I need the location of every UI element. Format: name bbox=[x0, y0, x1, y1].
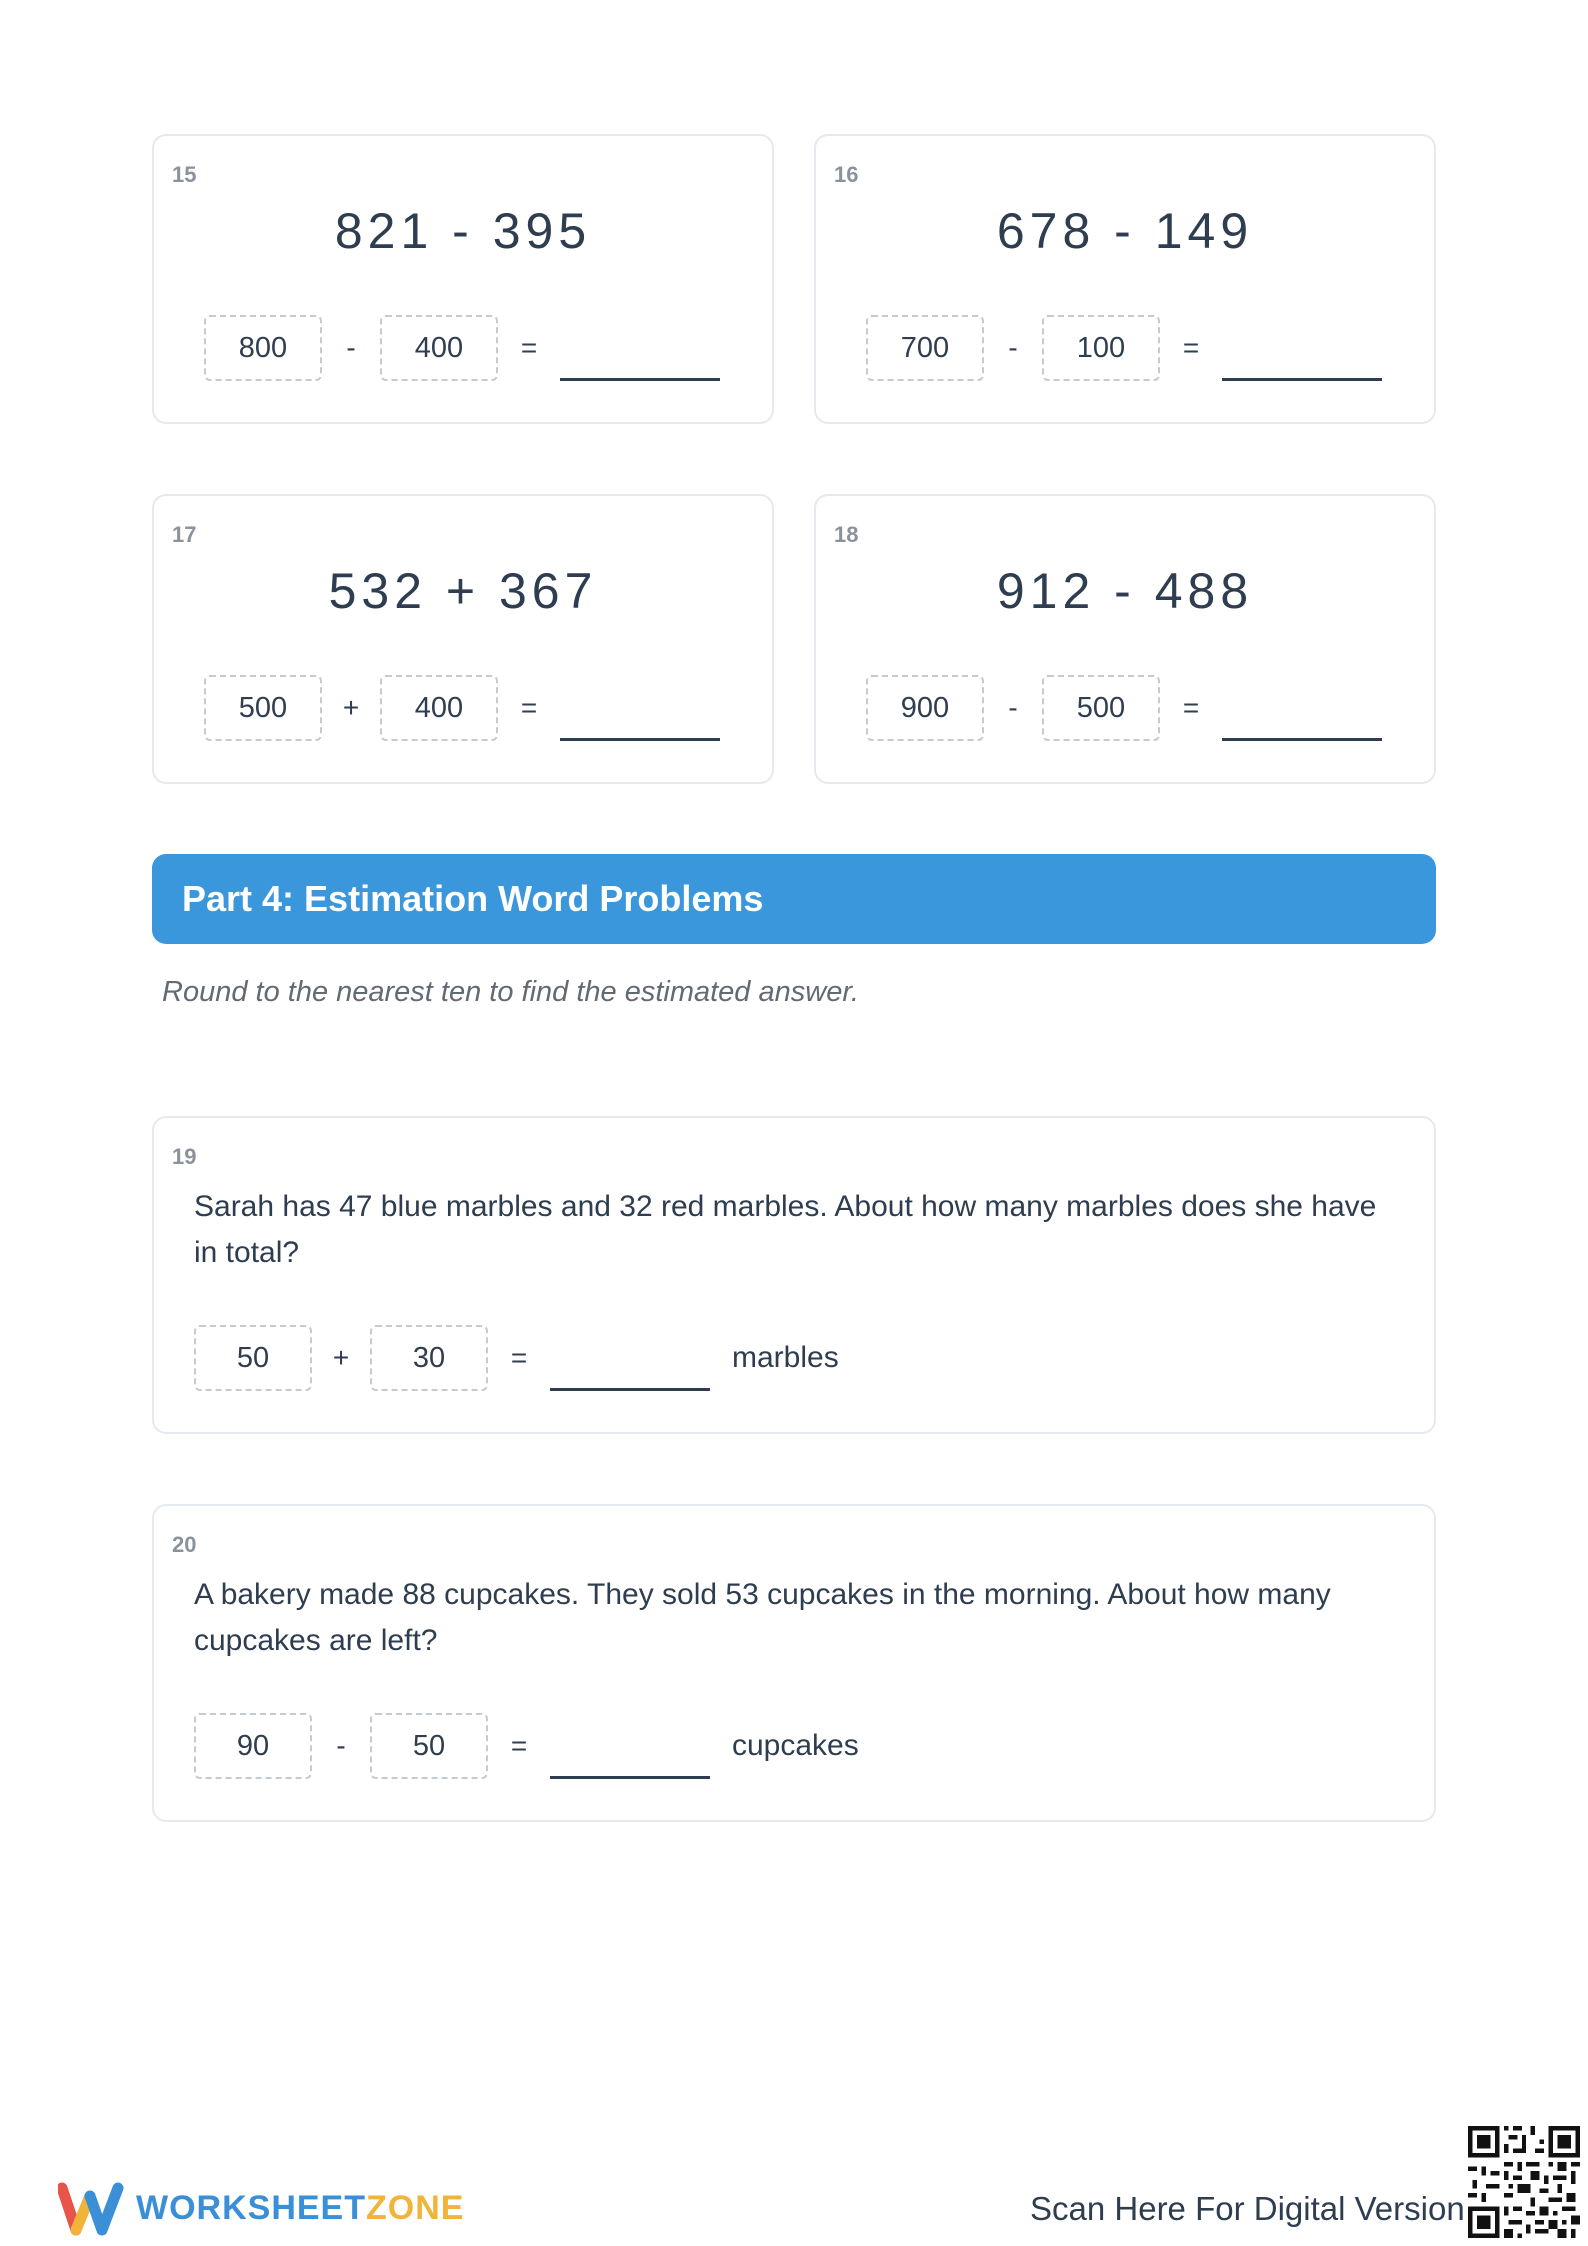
operator: - bbox=[1008, 692, 1018, 723]
equals-sign: = bbox=[510, 1342, 528, 1373]
problem-card-18 bbox=[814, 494, 1436, 784]
problem-card-16 bbox=[814, 134, 1436, 424]
answer-blank[interactable] bbox=[550, 1325, 710, 1391]
estimate-row bbox=[866, 674, 1382, 742]
equals-sign: = bbox=[510, 1730, 528, 1761]
rounded-value-box[interactable]: 50 bbox=[370, 1713, 488, 1779]
rounded-value-box[interactable]: 90 bbox=[194, 1713, 312, 1779]
answer-blank[interactable] bbox=[560, 315, 720, 381]
rounded-value-box[interactable]: 800 bbox=[204, 315, 322, 381]
equals-sign: = bbox=[520, 332, 538, 363]
problem-expression: 532 + 367 bbox=[328, 563, 598, 619]
estimate-row bbox=[194, 1324, 839, 1392]
problem-expression: 678 - 149 bbox=[996, 203, 1254, 259]
operator: - bbox=[336, 1730, 346, 1761]
logo-text-part2: ZONE bbox=[366, 2188, 465, 2227]
rounded-value-box[interactable]: 400 bbox=[380, 675, 498, 741]
rounded-value-box[interactable]: 30 bbox=[370, 1325, 488, 1391]
logo-text bbox=[136, 2189, 464, 2228]
estimate-row bbox=[204, 674, 720, 742]
problem-number: 19 bbox=[172, 1144, 197, 1169]
word-problem-card-20 bbox=[152, 1504, 1436, 1822]
w-logo-icon bbox=[58, 2180, 124, 2236]
logo-text-part1: WORKSHEET bbox=[136, 2188, 366, 2227]
answer-blank[interactable] bbox=[1222, 675, 1382, 741]
qr-code-icon[interactable] bbox=[1468, 2126, 1580, 2238]
rounded-value-box[interactable]: 100 bbox=[1042, 315, 1160, 381]
scan-text: Scan Here For Digital Version bbox=[1030, 2190, 1465, 2227]
worksheetzone-logo[interactable] bbox=[58, 2180, 464, 2236]
section-instruction: Round to the nearest ten to find the estimated answer. bbox=[162, 976, 859, 1008]
problem-number: 16 bbox=[834, 162, 859, 187]
problem-card-15 bbox=[152, 134, 774, 424]
rounded-value-box[interactable]: 900 bbox=[866, 675, 984, 741]
answer-blank[interactable] bbox=[1222, 315, 1382, 381]
word-problem-text: A bakery made 88 cupcakes. They sold 53 cupcakes in the morning. About how many cupcakes are left? bbox=[194, 1578, 1331, 1657]
operator: - bbox=[346, 332, 356, 363]
estimate-row bbox=[204, 314, 720, 382]
problem-expression: 912 - 488 bbox=[996, 563, 1254, 619]
answer-blank[interactable] bbox=[560, 675, 720, 741]
equals-sign: = bbox=[1182, 692, 1200, 723]
problem-expression: 821 - 395 bbox=[334, 203, 592, 259]
problem-number: 15 bbox=[172, 162, 197, 187]
section-banner: Part 4: Estimation Word Problems bbox=[152, 854, 1436, 944]
answer-unit: cupcakes bbox=[732, 1729, 859, 1762]
operator: + bbox=[332, 1342, 350, 1373]
estimate-row bbox=[194, 1712, 859, 1780]
answer-blank[interactable] bbox=[550, 1713, 710, 1779]
word-problem-text: Sarah has 47 blue marbles and 32 red marbles. About how many marbles does she have in total? bbox=[194, 1190, 1377, 1269]
rounded-value-box[interactable]: 500 bbox=[1042, 675, 1160, 741]
operator: - bbox=[1008, 332, 1018, 363]
estimate-row bbox=[866, 314, 1382, 382]
equals-sign: = bbox=[1182, 332, 1200, 363]
problem-number: 20 bbox=[172, 1532, 197, 1557]
rounded-value-box[interactable]: 700 bbox=[866, 315, 984, 381]
rounded-value-box[interactable]: 50 bbox=[194, 1325, 312, 1391]
equals-sign: = bbox=[520, 692, 538, 723]
operator: + bbox=[342, 692, 360, 723]
answer-unit: marbles bbox=[732, 1341, 839, 1374]
rounded-value-box[interactable]: 400 bbox=[380, 315, 498, 381]
problem-number: 17 bbox=[172, 522, 197, 547]
rounded-value-box[interactable]: 500 bbox=[204, 675, 322, 741]
problem-card-17 bbox=[152, 494, 774, 784]
word-problem-card-19 bbox=[152, 1116, 1436, 1434]
problem-number: 18 bbox=[834, 522, 859, 547]
